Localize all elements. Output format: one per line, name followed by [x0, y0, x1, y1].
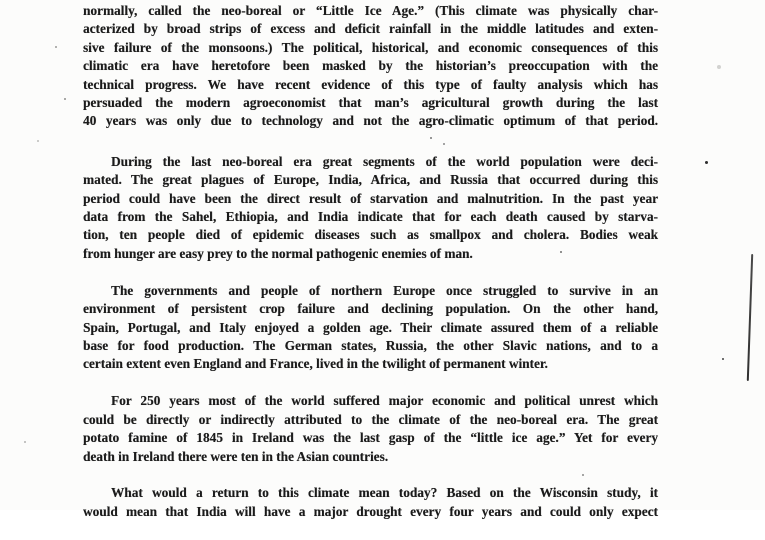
- text-line: would mean that India will have a major drought every four years and could only expect: [83, 503, 658, 519]
- text-line: base for food production. The German states, Russia, the other Slavic nations, and to a: [83, 338, 658, 353]
- text-line: potato famine of 1845 in Ireland was the last gasp of the “little ice age.” Yet for every: [83, 430, 658, 446]
- paragraph: [83, 282, 658, 374]
- text-line: climatic era have heretofore been masked by the historian’s preoccupation with the: [83, 58, 658, 74]
- text-line: period could have been the direct result of starvation and malnutrition. In the past year: [83, 190, 658, 206]
- paragraph: [83, 484, 658, 521]
- text-line: What would a return to this climate mean today? Based on the Wisconsin study, it: [111, 485, 658, 501]
- text-line: Spain, Portugal, and Italy enjoyed a golden age. Their climate assured them of a reliable: [83, 319, 658, 335]
- text-line: 40 years was only due to technology and not the agro-climatic optimum of that period.: [83, 113, 658, 129]
- text-line: could be directly or indirectly attributed to the climate of the neo-boreal era. The great: [83, 411, 658, 427]
- text-line: certain extent even England and France, lived in the twilight of permanent winter.: [83, 356, 548, 372]
- scan-speck: [443, 143, 445, 145]
- text-line: persuaded the modern agroeconomist that man’s agricultural growth during the last: [83, 95, 658, 111]
- scan-speck: [37, 140, 39, 142]
- text-line: For 250 years most of the world suffered major economic and political unrest which: [111, 393, 658, 409]
- text-line: death in Ireland there were ten in the Asian countries.: [83, 448, 389, 464]
- scan-speck: [582, 474, 584, 476]
- scan-speck: [717, 65, 721, 69]
- text-line: acterized by broad strips of excess and deficit rainfall in the middle latitudes and exten-: [83, 21, 658, 37]
- text-line: environment of persistent crop failure and declining population. On the other hand,: [83, 301, 658, 317]
- scan-speck: [722, 358, 724, 360]
- scan-speck: [64, 98, 66, 100]
- text-line: tion, ten people died of epidemic diseases such as smallpox and cholera. Bodies weak: [83, 227, 658, 243]
- paragraph: [83, 2, 658, 131]
- text-line: technical progress. We have recent evidence of this type of faulty analysis which has: [83, 76, 658, 92]
- scan-speck: [705, 161, 708, 164]
- scan-speck: [24, 441, 26, 443]
- scan-speck: [430, 137, 432, 139]
- paragraph: [83, 153, 658, 263]
- scan-artifact-line: [747, 254, 754, 381]
- text-line: The governments and people of northern Europe once struggled to survive in an: [111, 282, 658, 298]
- text-line: mated. The great plagues of Europe, India, Africa, and Russia that occurred during this: [83, 172, 658, 188]
- text-line: data from the Sahel, Ethiopia, and India indicate that for each death caused by starva-: [83, 209, 658, 225]
- text-line: sive failure of the monsoons.) The political, historical, and economic consequences of this: [83, 39, 658, 55]
- document-text-block: [83, 2, 658, 540]
- text-line: During the last neo-boreal era great segments of the world population were deci-: [111, 153, 658, 169]
- text-line: from hunger are easy prey to the normal pathogenic enemies of man.: [83, 245, 473, 261]
- text-line: normally, called the neo-boreal or “Little Ice Age.” (This climate was physically char-: [83, 3, 658, 18]
- paragraph: [83, 392, 658, 466]
- scan-speck: [55, 46, 57, 48]
- scan-speck: [560, 251, 562, 253]
